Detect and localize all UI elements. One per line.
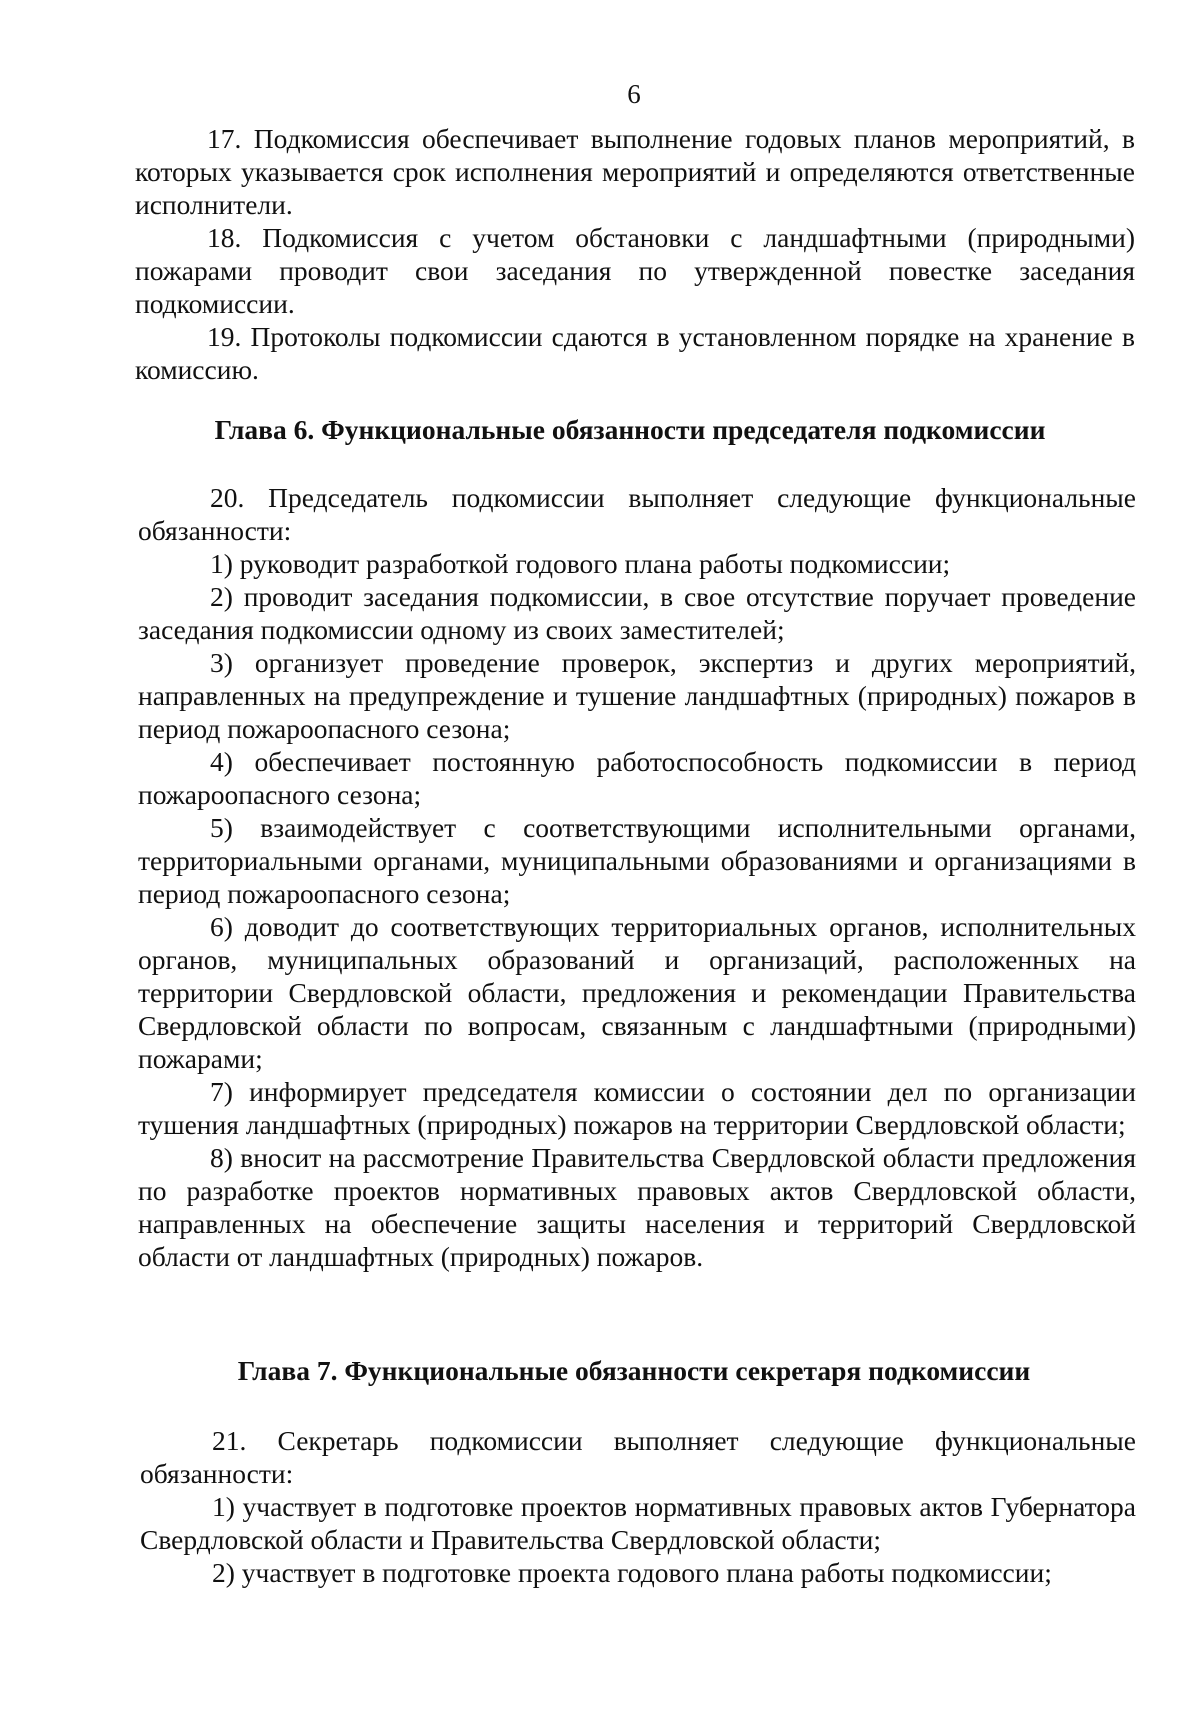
section-top [135, 122, 1135, 386]
list-item-chairman-5: 5) взаимодействует с соответствующими исполнительными органами, территориальными органами, муниципальными образованиями и организациями в период пожароопасного сезона; [138, 812, 1136, 909]
list-item-chairman-7: 7) информирует председателя комиссии о состоянии дел по организации тушения ландшафтных (природных) пожаров на территории Свердловской области; [138, 1076, 1136, 1140]
list-item-chairman-2: 2) проводит заседания подкомиссии, в свое отсутствие поручает проведение заседания подкомиссии одному из своих заместителей; [138, 581, 1136, 645]
paragraph-17: 17. Подкомиссия обеспечивает выполнение годовых планов мероприятий, в которых указывается срок исполнения мероприятий и определяются ответственные исполнители. [135, 123, 1135, 220]
list-item-chairman-3: 3) организует проведение проверок, экспертиз и других мероприятий, направленных на предупреждение и тушение ландшафтных (природных) пожаров в период пожароопасного сезона; [138, 647, 1136, 744]
paragraph-18: 18. Подкомиссия с учетом обстановки с ландшафтными (природными) пожарами проводит свои заседания по утвержденной повестке заседания подкомиссии. [135, 222, 1135, 319]
paragraph-21: 21. Секретарь подкомиссии выполняет следующие функциональные обязанности: [140, 1425, 1136, 1489]
list-item-chairman-8: 8) вносит на рассмотрение Правительства Свердловской области предложения по разработке проектов нормативных правовых актов Свердловской области, направленных на обеспечение защиты населения и территорий Свердловской области от ландшафтных (природных) пожаров. [138, 1142, 1136, 1272]
paragraph-20: 20. Председатель подкомиссии выполняет следующие функциональные обязанности: [138, 482, 1136, 546]
list-item-secretary-1: 1) участвует в подготовке проектов нормативных правовых актов Губернатора Свердловской области и Правительства Свердловской области; [140, 1491, 1136, 1555]
chapter-7-body [140, 1424, 1136, 1589]
paragraph-19: 19. Протоколы подкомиссии сдаются в установленном порядке на хранение в комиссию. [135, 321, 1135, 385]
chapter-7-heading: Глава 7. Функциональные обязанности секретаря подкомиссии [237, 1355, 1031, 1386]
list-item-chairman-6: 6) доводит до соответствующих территориальных органов, исполнительных органов, муниципальных образований и организаций, расположенных на территории Свердловской области, предложения и рекомендации Правительства Свердловской области по вопросам, связанным с ландшафтными (природными) пожарами; [138, 911, 1136, 1074]
list-item-chairman-1: 1) руководит разработкой годового плана работы подкомиссии; [210, 548, 951, 579]
list-item-chairman-4: 4) обеспечивает постоянную работоспособность подкомиссии в период пожароопасного сезона; [138, 746, 1136, 810]
page-number: 6 [627, 79, 641, 109]
chapter-6-body [138, 481, 1136, 1273]
list-item-secretary-2: 2) участвует в подготовке проекта годового плана работы подкомиссии; [212, 1557, 1052, 1588]
chapter-6-heading: Глава 6. Функциональные обязанности председателя подкомиссии [214, 414, 1046, 445]
